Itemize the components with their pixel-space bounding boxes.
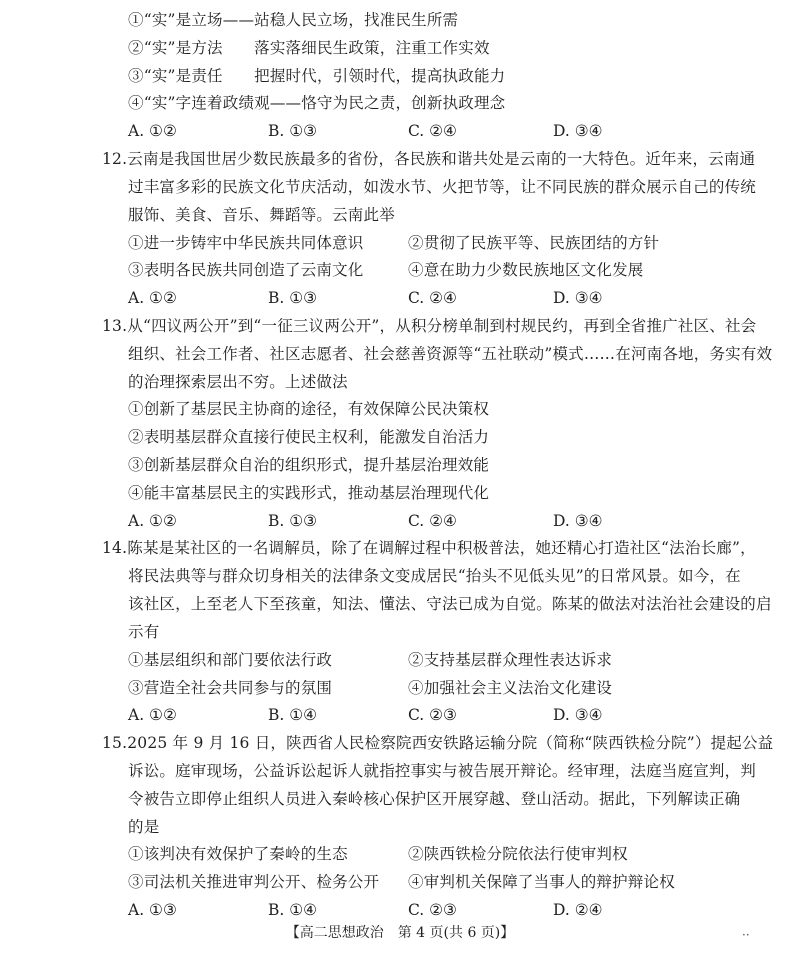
q12-statement-1: ①进一步铸牢中华民族共同体意识 [128, 234, 364, 252]
q13-statement-4: ④能丰富基层民主的实践形式，推动基层治理现代化 [128, 484, 490, 502]
q14-statement-2: ②支持基层群众理性表达诉求 [408, 651, 613, 669]
q14-option-c: C. ②③ [408, 706, 457, 724]
q15-stem-line-2: 诉讼。庭审现场，公益诉讼起诉人就指控事实与被告展开辩论。经审理，法庭当庭宣判，判 [128, 762, 757, 780]
q13-option-c: C. ②④ [408, 512, 457, 530]
q13-stem-line-3: 的治理探索层出不穷。上述做法 [128, 373, 348, 391]
q12-statement-4: ④意在助力少数民族地区文化发展 [408, 261, 644, 279]
q13-stem-line-2: 组织、社会工作者、社区志愿者、社会慈善资源等“五社联动”模式……在河南各地，务实有效 [128, 345, 773, 363]
q12-stem-line-2: 过丰富多彩的民族文化节庆活动，如泼水节、火把节等，让不同民族的群众展示自己的传统 [128, 178, 757, 196]
q11-option-c: C. ②④ [408, 122, 457, 140]
q14-option-d: D. ③④ [553, 706, 603, 724]
q13-stem-line-1: 13.从“四议两公开”到“一征三议两公开”，从积分榜单制到村规民约，再到全省推广社区、社会 [102, 317, 757, 335]
q11-option-a: A. ①② [128, 122, 177, 140]
q13-option-d: D. ③④ [553, 512, 603, 530]
q11-statement-3: ③“实”是责任 把握时代，引领时代，提高执政能力 [128, 67, 506, 85]
corner-mark: ·· [742, 928, 750, 942]
q11-option-d: D. ③④ [553, 122, 603, 140]
q15-statement-1: ①该判决有效保护了秦岭的生态 [128, 845, 348, 863]
q15-statement-2: ②陕西铁检分院依法行使审判权 [408, 845, 628, 863]
q15-option-a: A. ①③ [128, 901, 177, 919]
q11-statement-1: ①“实”是立场——站稳人民立场，找准民生所需 [128, 11, 459, 29]
q15-option-d: D. ②④ [553, 901, 603, 919]
q15-statement-4: ④审判机关保障了当事人的辩护辩论权 [408, 873, 675, 891]
q11-option-b: B. ①③ [268, 122, 318, 140]
q12-option-a: A. ①② [128, 289, 177, 307]
q14-stem-line-1: 14.陈某是某社区的一名调解员，除了在调解过程中积极普法，她还精心打造社区“法治长廊”， [102, 539, 756, 557]
q12-statement-2: ②贯彻了民族平等、民族团结的方针 [408, 234, 660, 252]
q15-stem-line-3: 令被告立即停止组织人员进入秦岭核心保护区开展穿越、登山活动。据此，下列解读正确 [128, 790, 741, 808]
q13-option-b: B. ①③ [268, 512, 318, 530]
q15-stem-line-4: 的是 [128, 818, 160, 836]
q15-statement-3: ③司法机关推进审判公开、检务公开 [128, 873, 380, 891]
q13-statement-2: ②表明基层群众直接行使民主权利，能激发自治活力 [128, 428, 490, 446]
q12-option-b: B. ①③ [268, 289, 318, 307]
q15-option-b: B. ①④ [268, 901, 318, 919]
q12-option-d: D. ③④ [553, 289, 603, 307]
q14-statement-1: ①基层组织和部门要依法行政 [128, 651, 333, 669]
q14-statement-4: ④加强社会主义法治文化建设 [408, 679, 613, 697]
q11-statement-4: ④“实”字连着政绩观——恪守为民之责，创新执政理念 [128, 94, 506, 112]
q14-option-b: B. ①④ [268, 706, 318, 724]
q12-stem-line-3: 服饰、美食、音乐、舞蹈等。云南此举 [128, 206, 395, 224]
q14-stem-line-3: 该社区，上至老人下至孩童，知法、懂法、守法已成为自觉。陈某的做法对法治社会建设的启 [128, 595, 772, 613]
q13-option-a: A. ①② [128, 512, 177, 530]
q15-stem-line-1: 15.2025 年 9 月 16 日，陕西省人民检察院西安铁路运输分院（简称“陕西铁检分院”）提起公益 [102, 734, 774, 752]
q13-statement-3: ③创新基层群众自治的组织形式，提升基层治理效能 [128, 456, 490, 474]
q12-option-c: C. ②④ [408, 289, 457, 307]
page-footer: 【高二思想政治 第 4 页(共 6 页)】 [285, 925, 515, 941]
q11-statement-2: ②“实”是方法 落实落细民生政策，注重工作实效 [128, 39, 490, 57]
q14-option-a: A. ①② [128, 706, 177, 724]
q15-option-c: C. ②③ [408, 901, 457, 919]
q14-stem-line-2: 将民法典等与群众切身相关的法律条文变成居民“抬头不见低头见”的日常风景。如今，在 [128, 567, 741, 585]
q12-statement-3: ③表明各民族共同创造了云南文化 [128, 261, 364, 279]
q13-statement-1: ①创新了基层民主协商的途径，有效保障公民决策权 [128, 400, 490, 418]
q14-statement-3: ③营造全社会共同参与的氛围 [128, 679, 333, 697]
q12-stem-line-1: 12.云南是我国世居少数民族最多的省份，各民族和谐共处是云南的一大特色。近年来，云南通 [102, 150, 756, 168]
q14-stem-line-4: 示有 [128, 623, 160, 641]
